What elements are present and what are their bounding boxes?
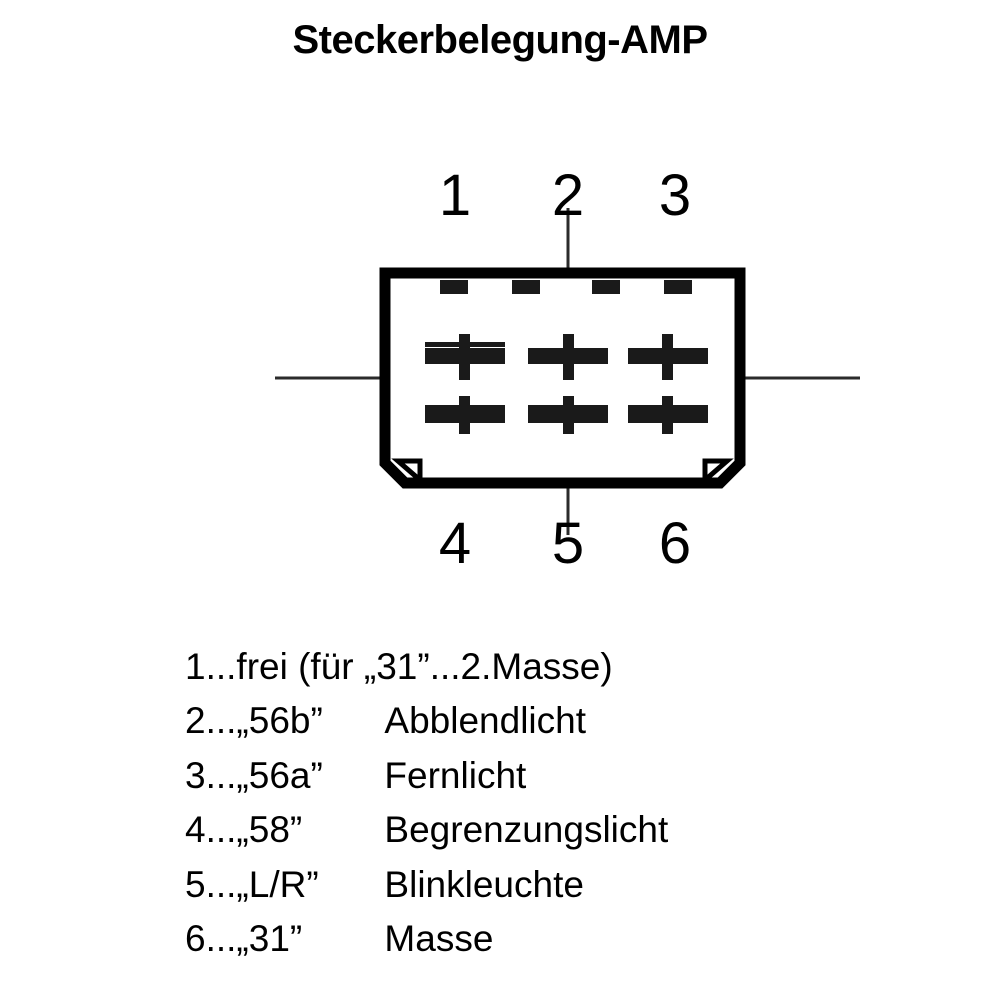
legend-item (185, 640, 985, 694)
pin-number-6: 6 (658, 511, 692, 576)
pin-legend (185, 640, 985, 966)
pin-stem-1 (459, 334, 470, 380)
legend-item (185, 803, 985, 857)
pin-detail-1 (425, 342, 505, 347)
legend-index: 6... (185, 917, 237, 959)
legend-description: Masse (384, 917, 494, 959)
legend-description: Fernlicht (384, 754, 527, 796)
pin-number-4: 4 (438, 511, 472, 576)
connector-tab-1 (440, 280, 468, 294)
legend-item (185, 749, 985, 803)
legend-description: Begrenzungslicht (384, 809, 669, 851)
legend-term: „56b” (236, 700, 323, 742)
legend-index: 2... (185, 700, 237, 742)
legend-description: Blinkleuchte (384, 863, 584, 905)
connector-pinout-diagram (0, 120, 1000, 600)
connector-tab-3 (592, 280, 620, 294)
legend-term: frei (für „31” (236, 646, 430, 687)
connector-tab-4 (664, 280, 692, 294)
legend-term: „L/R” (236, 863, 319, 905)
connector-tab-2 (512, 280, 540, 294)
pin-number-5: 5 (551, 511, 585, 576)
page-title: Steckerbelegung-AMP (292, 18, 708, 62)
pin-stem-4 (459, 396, 470, 434)
pin-stem-3 (662, 334, 673, 380)
legend-description: Abblendlicht (384, 700, 587, 742)
connector-outline (385, 273, 740, 483)
pin-number-1: 1 (438, 163, 472, 228)
legend-index: 4... (185, 809, 237, 851)
legend-index: 3... (185, 754, 237, 796)
pin-number-3: 3 (658, 163, 692, 228)
legend-index: 1... (185, 646, 237, 687)
legend-index: 5... (185, 863, 237, 905)
legend-description: ...2.Masse) (429, 646, 613, 687)
legend-term: „56a” (236, 754, 323, 796)
legend-item (185, 912, 985, 966)
pin-stem-5 (563, 396, 574, 434)
pin-stem-6 (662, 396, 673, 434)
legend-item (185, 694, 985, 748)
legend-term: „58” (236, 809, 303, 851)
legend-term: „31” (236, 917, 303, 959)
pin-stem-2 (563, 334, 574, 380)
legend-item (185, 858, 985, 912)
pin-number-2: 2 (551, 163, 585, 228)
